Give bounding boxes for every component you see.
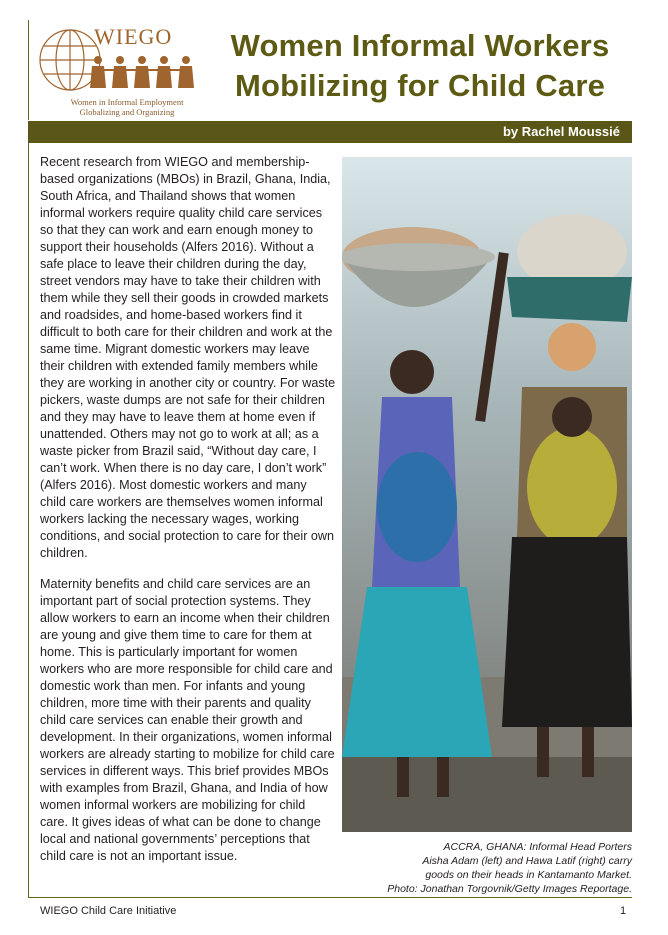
logo-wordmark: WIEGO bbox=[94, 24, 173, 49]
byline-bar bbox=[28, 121, 632, 143]
title-line-2: Mobilizing for Child Care bbox=[234, 68, 606, 103]
footer-title: WIEGO Child Care Initiative bbox=[40, 905, 177, 917]
logo-tagline: Women in Informal Employment Globalizing and Organizing bbox=[70, 97, 184, 117]
header-left-rule bbox=[28, 20, 29, 120]
paragraph-2: Maternity benefits and child care services are an important part of social protection systems. They allow workers to earn an income when their children are young and give them time to care for them at home. This is particularly important for women workers who are more responsible for child care and domestic work than men. For infants and young children, more time with their parents and quality child care services can enable their growth and development. In their organizations, women informal workers are already starting to mobilize for child care services in different ways. This brief provides MBOs with examples from Brazil, Ghana, and India of how women informal workers are mobilizing for child care. It gives ideas of what can be done to change local and national governments’ perceptions that child care is not an important issue. bbox=[40, 577, 335, 863]
paragraph-1: Recent research from WIEGO and membership-based organizations (MBOs) in Brazil, Ghana, India, South Africa, and Thailand shows that women informal workers require quality child care services so that they can work and earn enough money to support their households (Alfers 2016). Without a safe place to leave their children during the day, street vendors may have to take their children with them while they sell their goods in crowded markets and roadsides, and home-based workers find it difficult to both care for their children and work at the same time. Migrant domestic workers may leave their children with extended family members while they are working in another city or country. For waste pickers, waste dumps are not safe for their children and they may have to leave them at home even if unattended. Others may not go to work at all; as a waste picker from Brazil said, “Without day care, I can’t work. When there is no day care, I don’t work” (Alfers 2016). Most domestic workers and many child care workers are themselves women informal workers lacking the necessary wages, working conditions, and social protection to care for their own children. bbox=[40, 155, 336, 560]
figures-icon bbox=[90, 56, 194, 88]
left-margin-rule bbox=[28, 143, 29, 898]
page-title bbox=[200, 26, 640, 106]
footer-rule bbox=[28, 897, 632, 898]
photo-caption: ACCRA, GHANA: Informal Head Porters Aisha Adam (left) and Hawa Latif (right) carry goods on their heads in Kantamanto Market. Photo: Jonathan Torgovnik/Getty Images Reportage. bbox=[387, 841, 632, 895]
head-porters-photo bbox=[342, 157, 632, 832]
byline: by Rachel Moussié bbox=[502, 124, 620, 139]
page-number: 1 bbox=[620, 905, 627, 917]
article-body bbox=[40, 154, 336, 879]
title-line-1: Women Informal Workers bbox=[230, 28, 610, 63]
